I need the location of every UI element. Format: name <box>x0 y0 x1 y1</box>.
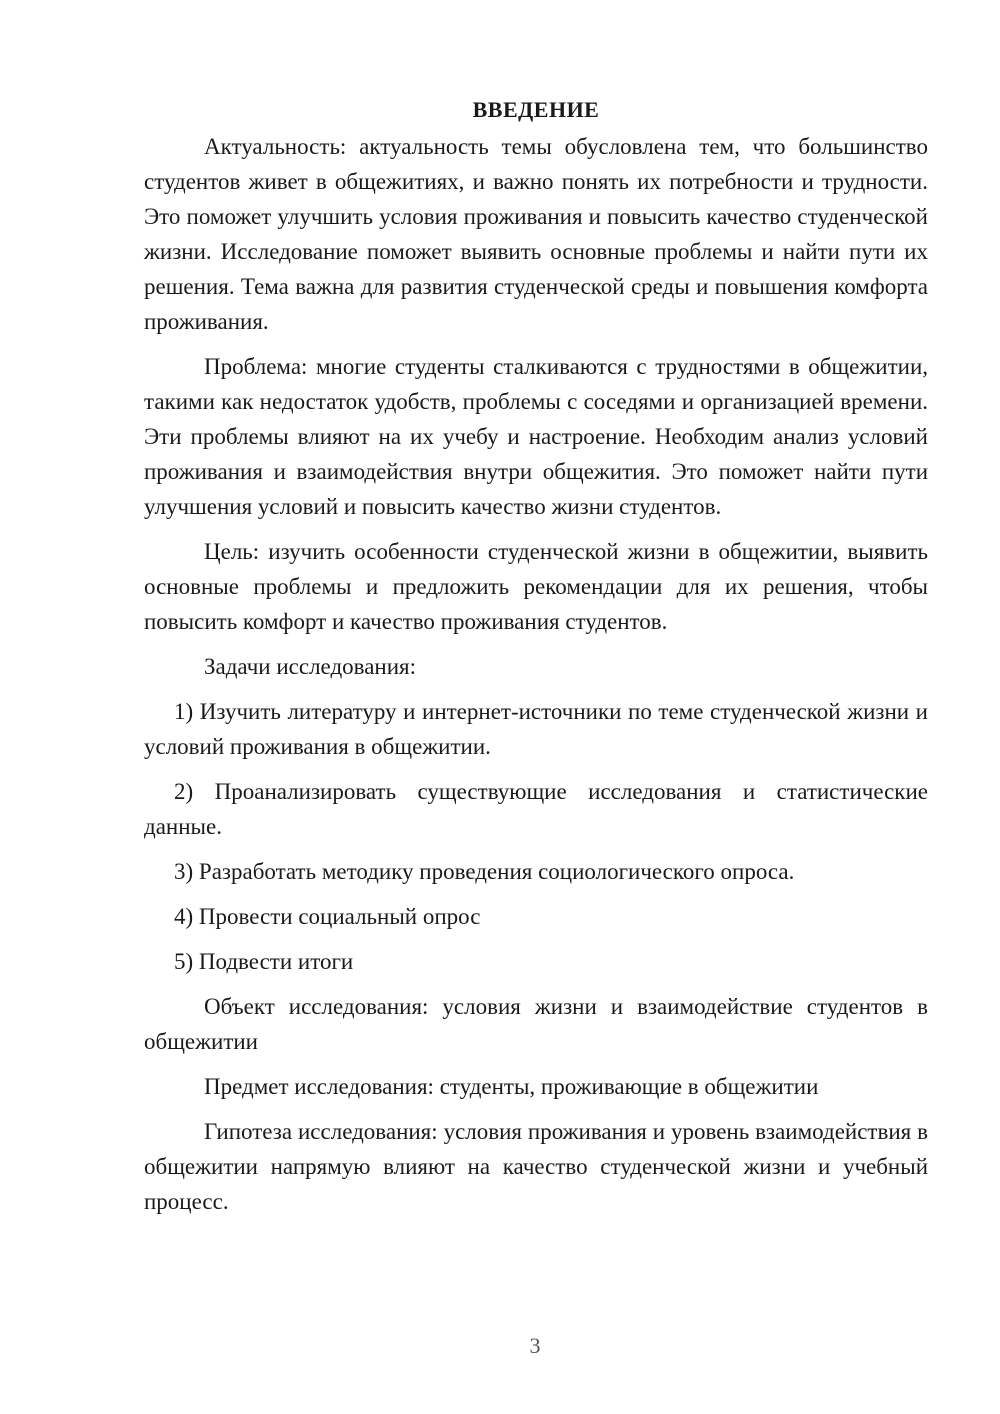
task-item-3: 3) Разработать методику проведения социологического опроса. <box>174 859 795 884</box>
tasks-title: Задачи исследования: <box>204 654 417 679</box>
subject-paragraph: Предмет исследования: студенты, проживающие в общежитии <box>204 1074 819 1099</box>
page-content <box>144 92 928 1229</box>
section-heading: ВВЕДЕНИЕ <box>472 97 600 122</box>
task-item-4: 4) Провести социальный опрос <box>174 904 481 929</box>
task-item-2: 2) Проанализировать существующие исследования и статистические данные. <box>144 779 928 839</box>
task-item-5: 5) Подвести итоги <box>174 949 354 974</box>
problem-paragraph: Проблема: многие студенты сталкиваются с трудностями в общежитии, такими как недостаток удобств, проблемы с соседями и организацией времени. Эти проблемы влияют на их учебу и настроение. Необходим анализ условий проживания и взаимодействия внутри общежития. Это поможет найти пути улучшения условий и повысить качество жизни студентов. <box>144 354 928 519</box>
relevance-paragraph: Актуальность: актуальность темы обусловлена тем, что большинство студентов живет в общежитиях, и важно понять их потребности и трудности. Это поможет улучшить условия проживания и повысить качество студенческой жизни. Исследование поможет выявить основные проблемы и найти пути их решения. Тема важна для развития студенческой среды и повышения комфорта проживания. <box>144 134 928 334</box>
goal-paragraph: Цель: изучить особенности студенческой жизни в общежитии, выявить основные проблемы и предложить рекомендации для их решения, чтобы повысить комфорт и качество проживания студентов. <box>144 539 928 634</box>
object-paragraph: Объект исследования: условия жизни и взаимодействие студентов в общежитии <box>144 994 928 1054</box>
page-number: 3 <box>529 1333 541 1358</box>
task-item-1: 1) Изучить литературу и интернет-источники по теме студенческой жизни и условий проживания в общежитии. <box>144 699 928 759</box>
hypothesis-paragraph: Гипотеза исследования: условия проживания и уровень взаимодействия в общежитии напрямую влияют на качество студенческой жизни и учебный процесс. <box>144 1119 928 1214</box>
